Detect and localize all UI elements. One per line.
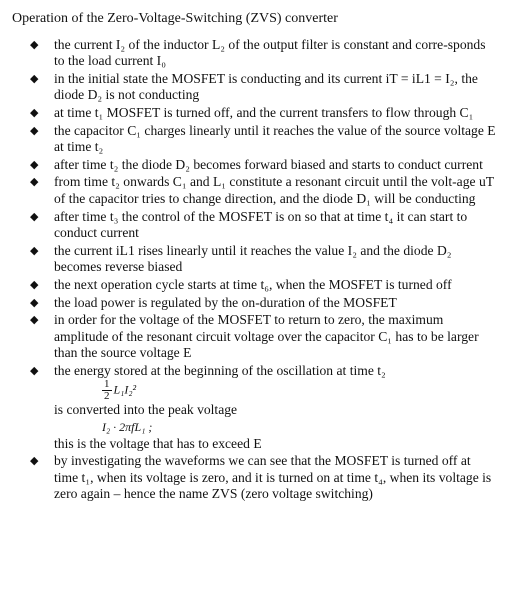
peak-voltage-terms: I₂ · 2πfL₁ ; (102, 420, 153, 435)
bullet-diamond-icon: ◆ (30, 72, 39, 85)
bullet-diamond-icon: ◆ (30, 176, 39, 189)
bullet-text: after time t₂ the diode D₂ becomes forward biased and starts to conduct current (54, 156, 483, 172)
list-item (12, 243, 508, 276)
exceed-text: this is the voltage that has to exceed E (54, 435, 262, 451)
bullet-diamond-icon: ◆ (30, 210, 39, 223)
peak-voltage-formula (54, 419, 496, 436)
list-item (12, 209, 508, 242)
fraction (102, 379, 112, 402)
list-item (12, 157, 508, 174)
list-item (12, 453, 508, 503)
fraction-numerator: 1 (104, 378, 110, 391)
bullet-diamond-icon: ◆ (30, 106, 39, 119)
bullet-diamond-icon: ◆ (30, 158, 39, 171)
bullet-diamond-icon: ◆ (30, 244, 39, 257)
list-item (12, 363, 508, 452)
bullet-text: the next operation cycle starts at time t₆, when the MOSFET is turned off (54, 276, 452, 292)
bullet-text: by investigating the waveforms we can see that the MOSFET is turned off at time t₁, when its voltage is zero, and it is turned on at time t₄, when its voltage is zero again – hence the name ZVS (zero voltage switching) (54, 453, 492, 502)
bullet-text: the energy stored at the beginning of the oscillation at time t₂ (54, 362, 386, 378)
energy-formula-terms: L₁I₂² (113, 383, 137, 398)
bullet-text: the current iL1 rises linearly until it reaches the value I₂ and the diode D₂ becomes reverse biased (54, 242, 452, 275)
bullet-diamond-icon: ◆ (30, 455, 39, 468)
bullet-diamond-icon: ◆ (30, 296, 39, 309)
bullet-diamond-icon: ◆ (30, 278, 39, 291)
list-item (12, 312, 508, 362)
list-item (12, 105, 508, 122)
converted-text: is converted into the peak voltage (54, 402, 238, 418)
list-item (12, 37, 508, 70)
list-item (12, 174, 508, 207)
bullet-diamond-icon: ◆ (30, 124, 39, 137)
bullet-diamond-icon: ◆ (30, 364, 39, 377)
bullet-text: the current I₂ of the inductor L₂ of the output filter is constant and corre-sponds to the load current I₀ (54, 36, 486, 69)
energy-formula (54, 379, 496, 402)
bullet-diamond-icon: ◆ (30, 314, 39, 327)
list-item (12, 277, 508, 294)
bullet-text: in order for the voltage of the MOSFET to return to zero, the maximum amplitude of the resonant circuit voltage over the capacitor C₁ has to be larger than the source voltage E (54, 312, 479, 361)
bullet-text: from time t₂ onwards C₁ and L₁ constitute a resonant circuit until the volt-age uT of the capacitor tries to change direction, and the diode D₁ will be conducting (54, 174, 494, 206)
bullet-list (12, 37, 508, 503)
fraction-denominator: 2 (104, 390, 110, 403)
document-title: Operation of the Zero-Voltage-Switching (ZVS) converter (12, 11, 338, 26)
bullet-text: after time t₃ the control of the MOSFET is on so that at time t₄ it can start to conduct current (54, 208, 468, 241)
list-item (12, 295, 508, 312)
list-item (12, 123, 508, 156)
list-item (12, 71, 508, 104)
bullet-diamond-icon: ◆ (30, 38, 39, 51)
bullet-text: the capacitor C₁ charges linearly until it reaches the value of the source voltage E at time t₂ (54, 122, 496, 155)
bullet-text: in the initial state the MOSFET is conducting and its current iT = iL1 = I₂, the diode D₂ is not conducting (54, 70, 478, 103)
bullet-text: at time t₁ MOSFET is turned off, and the current transfers to flow through C₁ (54, 104, 474, 120)
bullet-text: the load power is regulated by the on-duration of the MOSFET (54, 294, 397, 310)
